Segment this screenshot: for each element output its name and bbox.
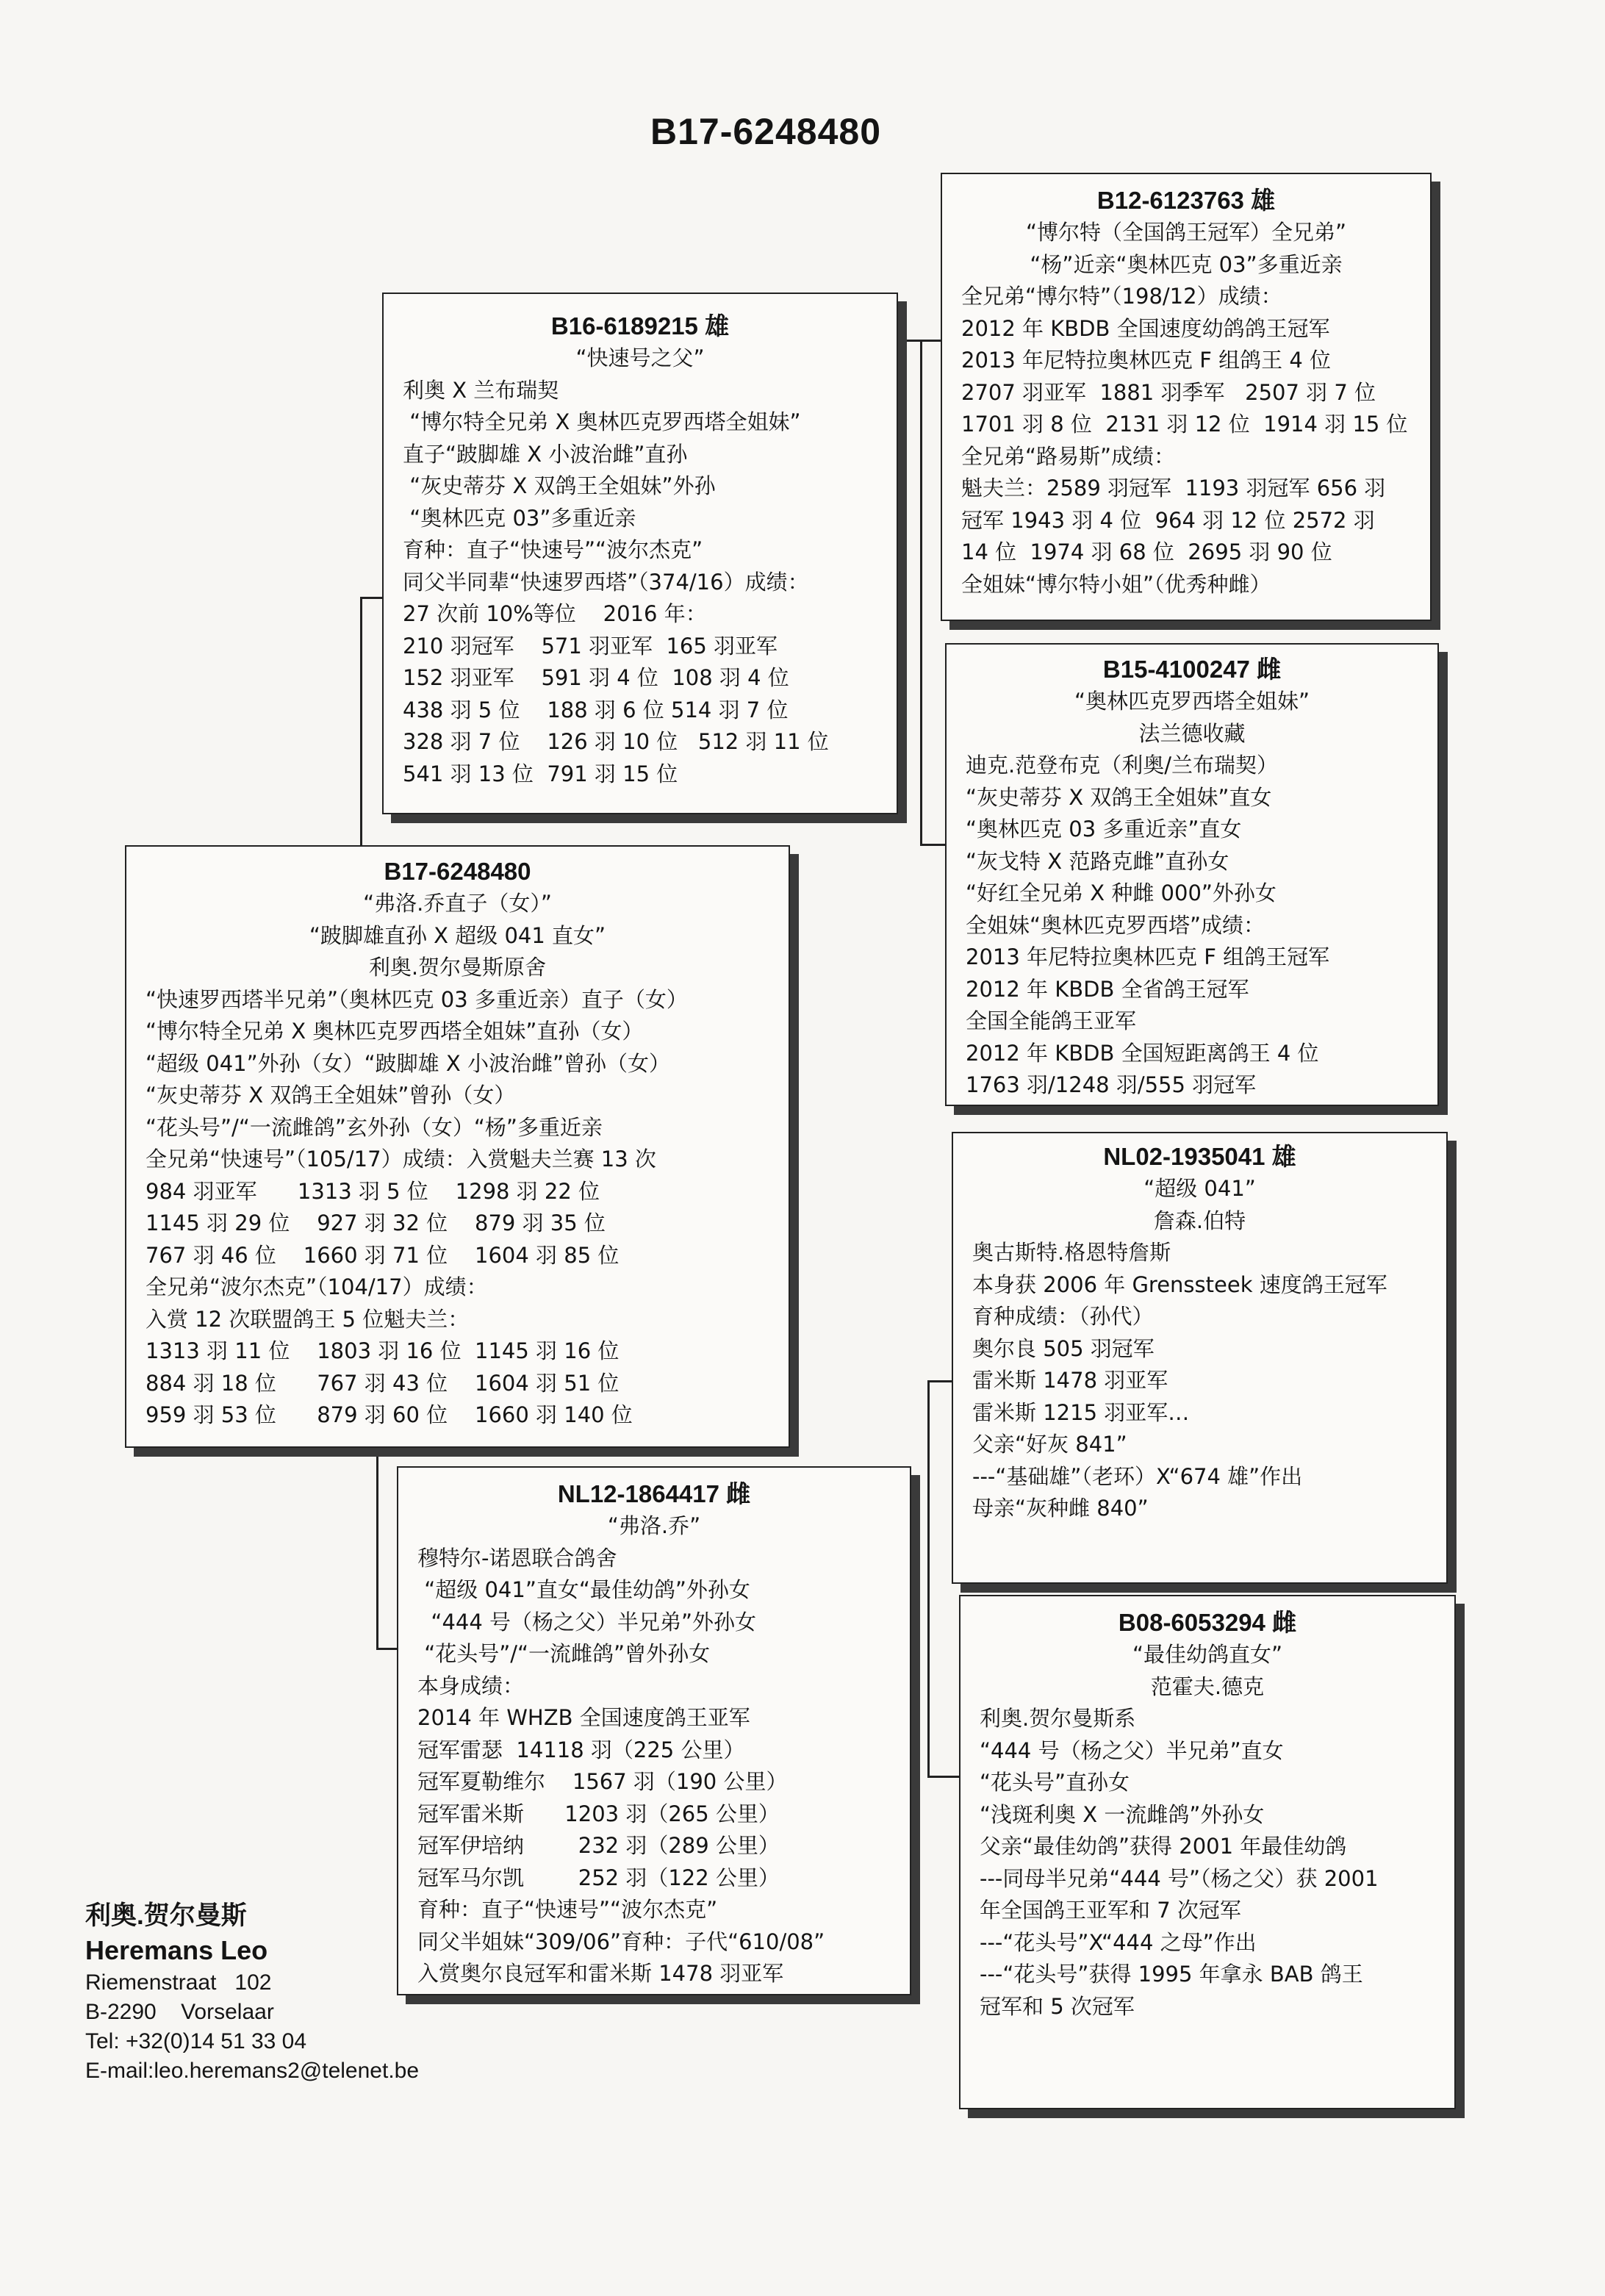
connector-sire-vertical xyxy=(360,597,362,854)
loft-name: 利奥.贺尔曼斯原舍 xyxy=(368,955,547,980)
info-line: “花头号”直孙女 xyxy=(980,1770,1130,1795)
info-line: 1313 羽 11 位 1803 羽 16 位 1145 羽 16 位 xyxy=(146,1338,620,1363)
info-line: 迪克.范登布克（利奥/兰布瑞契） xyxy=(966,753,1278,778)
page-title: B17-6248480 xyxy=(650,111,882,152)
info-line: 雷米斯 1478 羽亚军 xyxy=(972,1368,1168,1393)
info-line: 全兄弟“路易斯”成绩： xyxy=(961,443,1176,469)
pedigree-box-grandsire-dam xyxy=(952,1132,1448,1584)
info-line: “灰史蒂芬 X 双鸽王全姐妹”直女 xyxy=(966,784,1272,810)
info-line: ---“基础雄”（老环）X“674 雄”作出 xyxy=(972,1463,1303,1489)
connector-upper-bottom xyxy=(920,844,945,846)
info-line: 2012 年 KBDB 全国短距离鸽王 4 位 xyxy=(966,1040,1319,1066)
info-line: 210 羽冠军 571 羽亚军 165 羽亚军 xyxy=(403,633,778,659)
info-line: “奥林匹克 03”多重近亲 xyxy=(403,505,636,531)
info-line: 冠军雷瑟 14118 羽（225 公里） xyxy=(417,1737,745,1762)
pedigree-box-main xyxy=(125,845,790,1448)
info-line: 育种：直子“快速号”“波尔杰克” xyxy=(417,1897,718,1922)
info-line: 利奥 X 兰布瑞契 xyxy=(403,377,559,403)
ring-number: B12-6123763 雄 xyxy=(1096,187,1276,214)
breeder-name-chinese: 利奥.贺尔曼斯 xyxy=(85,1901,247,1930)
info-line: “灰戈特 X 范路克雌”直孙女 xyxy=(966,848,1229,874)
info-line: 雷米斯 1215 羽亚军… xyxy=(972,1399,1190,1425)
pedigree-box-granddam-dam xyxy=(959,1595,1456,2109)
info-line: 884 羽 18 位 767 羽 43 位 1604 羽 51 位 xyxy=(146,1370,620,1396)
info-line: “444 号（杨之父）半兄弟”直女 xyxy=(980,1737,1284,1763)
info-line: 全国全能鸽王亚军 xyxy=(966,1008,1137,1033)
subtitle: “跛脚雄直孙 X 超级 041 直女” xyxy=(309,922,606,948)
pedigree-box-dam xyxy=(397,1466,911,1995)
info-line: 入赏奥尔良冠军和雷米斯 1478 羽亚军 xyxy=(417,1961,784,1986)
nickname: “博尔特（全国鸽王冠军）全兄弟” xyxy=(1025,220,1347,245)
loft-name: 范霍夫.德克 xyxy=(1150,1673,1265,1699)
info-line: 奥尔良 505 羽冠军 xyxy=(972,1335,1155,1361)
ring-number: B08-6053294 雌 xyxy=(1118,1609,1297,1636)
connector-upper-top xyxy=(898,340,944,342)
info-line: 同父半同辈“快速罗西塔”（374/16）成绩： xyxy=(403,569,809,595)
info-line: 全兄弟“博尔特”（198/12）成绩： xyxy=(961,284,1282,309)
info-line: 1763 羽/1248 羽/555 羽冠军 xyxy=(966,1072,1257,1097)
nickname: “最佳幼鸽直女” xyxy=(1132,1642,1283,1667)
email: E-mail:leo.heremans2@telenet.be xyxy=(85,2059,420,2083)
info-line: ---同母半兄弟“444 号”（杨之父）获 2001 xyxy=(980,1865,1379,1891)
info-line: “好红全兄弟 X 种雌 000”外孙女 xyxy=(966,880,1277,905)
info-line: “灰史蒂芬 X 双鸽王全姐妹”外孙 xyxy=(403,473,716,498)
info-line: 2014 年 WHZB 全国速度鸽王亚军 xyxy=(417,1705,750,1730)
info-line: 穆特尔-诺恩联合鸽舍 xyxy=(417,1545,617,1571)
info-line: 同父半姐妹“309/06”育种：子代“610/08” xyxy=(417,1929,825,1954)
info-line: 本身成绩： xyxy=(417,1673,525,1698)
info-line: 438 羽 5 位 188 羽 6 位 514 羽 7 位 xyxy=(403,697,789,722)
info-line: “博尔特全兄弟 X 奥林匹克罗西塔全姐妹”直孙（女） xyxy=(146,1019,644,1044)
ring-number: NL02-1935041 雄 xyxy=(1103,1143,1296,1170)
nickname: “超级 041” xyxy=(1143,1176,1256,1201)
info-line: ---“花头号”获得 1995 年拿永 BAB 鸽王 xyxy=(980,1962,1363,1987)
info-line: “超级 041”外孙（女）“跛脚雄 X 小波治雌”曾孙（女） xyxy=(146,1050,670,1076)
info-line: 14 位 1974 羽 68 位 2695 羽 90 位 xyxy=(961,539,1332,564)
pedigree-box-sire xyxy=(382,293,898,814)
info-line: 2012 年 KBDB 全省鸽王冠军 xyxy=(966,976,1249,1002)
info-line: ---“花头号”X“444 之母”作出 xyxy=(980,1929,1257,1955)
info-line: 全姐妹“奥林匹克罗西塔”成绩： xyxy=(966,912,1265,938)
info-line: 541 羽 13 位 791 羽 15 位 xyxy=(403,761,678,786)
loft-name: 法兰德收藏 xyxy=(1138,720,1246,746)
info-line: 328 羽 7 位 126 羽 10 位 512 羽 11 位 xyxy=(403,729,829,754)
nickname: “快速号之父” xyxy=(575,345,705,370)
info-line: 全兄弟“快速号”（105/17）成绩：入赏魁夫兰赛 13 次 xyxy=(146,1147,656,1172)
connector-sire-horizontal xyxy=(360,597,382,599)
info-line: 育种成绩：（孙代） xyxy=(972,1304,1154,1329)
city-address: B-2290 Vorselaar xyxy=(85,2000,274,2024)
info-line: 984 羽亚军 1313 羽 5 位 1298 羽 22 位 xyxy=(146,1178,600,1204)
nickname: “弗洛.乔直子（女）” xyxy=(363,891,552,916)
info-line: “奥林匹克 03 多重近亲”直女 xyxy=(966,817,1242,842)
info-line: 全姐妹“博尔特小姐”（优秀种雌） xyxy=(961,571,1271,597)
info-line: 冠军 1943 羽 4 位 964 羽 12 位 2572 羽 xyxy=(961,507,1375,533)
info-line: 冠军和 5 次冠军 xyxy=(980,1993,1135,2019)
info-line: “灰史蒂芬 X 双鸽王全姐妹”曾孙（女） xyxy=(146,1083,516,1108)
info-line: 152 羽亚军 591 羽 4 位 108 羽 4 位 xyxy=(403,665,789,690)
info-line: 魁夫兰：2589 羽冠军 1193 羽冠军 656 羽 xyxy=(961,476,1386,501)
info-line: 父亲“最佳幼鸽”获得 2001 年最佳幼鸽 xyxy=(980,1834,1347,1859)
subtitle: “杨”近亲“奥林匹克 03”多重近亲 xyxy=(1030,251,1343,277)
info-line: 母亲“灰种雌 840” xyxy=(972,1496,1149,1521)
info-line: 1145 羽 29 位 927 羽 32 位 879 羽 35 位 xyxy=(146,1210,606,1235)
nickname: “弗洛.乔” xyxy=(607,1513,701,1538)
info-line: 767 羽 46 位 1660 羽 71 位 1604 羽 85 位 xyxy=(146,1242,620,1268)
info-line: 年全国鸽王亚军和 7 次冠军 xyxy=(980,1898,1241,1923)
info-line: 本身获 2006 年 Grenssteek 速度鸽王冠军 xyxy=(972,1271,1387,1297)
pedigree-box-grandsire-sire xyxy=(941,173,1432,621)
ring-number: NL12-1864417 雌 xyxy=(557,1480,751,1507)
street-address: Riemenstraat 102 xyxy=(85,1970,272,1995)
info-line: 奥古斯特.格恩特詹斯 xyxy=(972,1240,1171,1265)
info-line: 2013 年尼特拉奥林匹克 F 组鸽王冠军 xyxy=(966,944,1330,969)
info-line: 1701 羽 8 位 2131 羽 12 位 1914 羽 15 位 xyxy=(961,412,1408,437)
loft-name: 詹森.伯特 xyxy=(1153,1208,1246,1233)
ring-number: B16-6189215 雄 xyxy=(550,312,730,340)
info-line: 959 羽 53 位 879 羽 60 位 1660 羽 140 位 xyxy=(146,1402,633,1427)
pedigree-box-granddam-sire xyxy=(945,643,1439,1106)
info-line: 育种：直子“快速号”“波尔杰克” xyxy=(403,537,703,562)
connector-dam-horizontal xyxy=(376,1648,398,1650)
breeder-name: Heremans Leo xyxy=(85,1935,268,1965)
ring-number: B15-4100247 雌 xyxy=(1102,656,1282,683)
info-line: 直子“跛脚雄 X 小波治雌”直孙 xyxy=(403,441,688,467)
info-line: “花头号”/“一流雌鸽”曾外孙女 xyxy=(417,1641,711,1666)
connector-upper-vertical xyxy=(920,340,922,845)
info-line: 2013 年尼特拉奥林匹克 F 组鸽王 4 位 xyxy=(961,348,1332,373)
info-line: “超级 041”直女“最佳幼鸽”外孙女 xyxy=(417,1577,750,1602)
contact-block xyxy=(85,1899,419,2086)
info-line: 2012 年 KBDB 全国速度幼鸽鸽王冠军 xyxy=(961,315,1330,341)
info-line: 冠军夏勒维尔 1567 羽（190 公里） xyxy=(417,1769,788,1794)
ring-number: B17-6248480 xyxy=(384,858,531,885)
info-line: “快速罗西塔半兄弟”（奥林匹克 03 多重近亲）直子（女） xyxy=(146,986,688,1012)
telephone: Tel: +32(0)14 51 33 04 xyxy=(85,2029,307,2053)
nickname: “奥林匹克罗西塔全姐妹” xyxy=(1074,689,1310,714)
info-line: 2707 羽亚军 1881 羽季军 2507 羽 7 位 xyxy=(961,379,1376,405)
info-line: 利奥.贺尔曼斯系 xyxy=(980,1706,1136,1731)
info-line: 父亲“好灰 841” xyxy=(972,1432,1127,1457)
info-line: “博尔特全兄弟 X 奥林匹克罗西塔全姐妹” xyxy=(403,409,801,434)
info-line: 冠军马尔凯 252 羽（122 公里） xyxy=(417,1865,780,1890)
connector-lower-vertical xyxy=(927,1380,930,1777)
connector-lower-bottom xyxy=(927,1776,961,1778)
info-line: “444 号（杨之父）半兄弟”外孙女 xyxy=(417,1609,757,1635)
info-line: “浅斑利奥 X 一流雌鸽”外孙女 xyxy=(980,1801,1265,1827)
info-line: 冠军伊培纳 232 羽（289 公里） xyxy=(417,1833,780,1858)
connector-dam-vertical xyxy=(376,1455,378,1650)
info-line: 冠军雷米斯 1203 羽（265 公里） xyxy=(417,1801,780,1826)
info-line: “花头号”/“一流雌鸽”玄外孙（女）“杨”多重近亲 xyxy=(146,1114,603,1140)
info-line: 全兄弟“波尔杰克”（104/17）成绩： xyxy=(146,1274,488,1299)
info-line: 入赏 12 次联盟鸽王 5 位魁夫兰： xyxy=(146,1306,470,1332)
info-line: 27 次前 10%等位 2016 年： xyxy=(403,601,707,626)
